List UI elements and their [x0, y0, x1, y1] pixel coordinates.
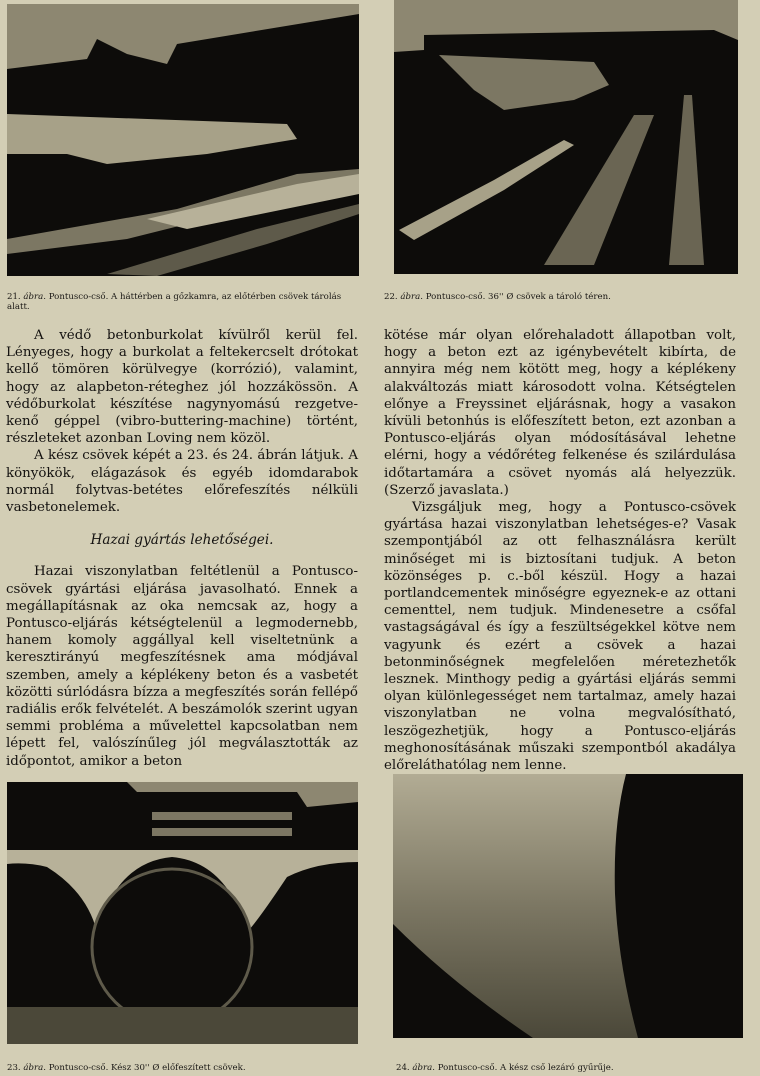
figure-abbr: ábra. — [23, 292, 46, 302]
figure-abbr: ábra. — [412, 1063, 435, 1073]
figure-23-photo — [7, 782, 358, 1044]
figure-24-caption — [396, 1063, 756, 1073]
figure-number: 21. — [7, 292, 21, 302]
paragraph: A kész csövek képét a 23. és 24. ábrán látjuk. A könyökök, elágazások és egyéb idomdarabok normál folytvas-betétes előrefeszítés nélküli vasbetonelemek. — [6, 448, 358, 516]
figure-abbr: ábra. — [23, 1063, 46, 1073]
figure-caption-text: Pontusco-cső. A kész cső lezáró gyűrűje. — [437, 1063, 614, 1073]
figure-number: 22. — [384, 292, 398, 302]
figure-abbr: ábra. — [400, 292, 423, 302]
figure-23-caption — [7, 1063, 367, 1073]
figure-number: 23. — [7, 1063, 21, 1073]
figure-24-photo — [393, 774, 743, 1038]
figure-21-caption — [7, 292, 362, 312]
figure-22-photo — [394, 0, 738, 274]
figure-caption-text: Pontusco-cső. A háttérben a gőzkamra, az előtérben csövek tárolás alatt. — [7, 292, 342, 312]
right-text-column — [384, 327, 736, 774]
left-text-column — [6, 327, 358, 770]
figure-number: 24. — [396, 1063, 410, 1073]
figure-caption-text: Pontusco-cső. Kész 30'' Ø előfeszített csövek. — [48, 1063, 246, 1073]
paragraph: Vizsgáljuk meg, hogy a Pontusco-csövek gyártása hazai viszonylatban lehetséges-e? Vasak szempontjából az ott felhasználásra került minőséget mi is biztosítani tudjuk. A beton közönséges p. c.-ből készül. Hogy a hazai portlandcementek minőségre egyeznek-e az ottani cementtel, nem tudjuk. Mindenesetre a csőfal vastagságával és így a feszültségekkel kötve nem vagyunk és ezért a csövek a hazai betonminőségnek megfelelően méretezhetők lesznek. Minthogy pedig a gyártási eljárás semmi olyan különlegességet nem tartalmaz, amely hazai viszonylatban ne volna megvalósítható, leszögezhetjük, hogy a Pontusco-eljárás meghonosításának műszaki szempontból akadálya előreláthatólag nem lenne. — [384, 500, 736, 774]
figure-caption-text: Pontusco-cső. 36'' Ø csövek a tároló téren. — [425, 292, 611, 302]
figure-21-photo — [7, 4, 359, 276]
paragraph: A védő betonburkolat kívülről kerül fel. Lényeges, hogy a burkolat a feltekercselt drótokat kellő tömören körülvegye (korrózió), valamint, hogy az alapbeton-réteghez jól hozzákössön. A védőburkolat készítése nagynyomású rezgetve-kenő géppel (vibro-buttering-machine) történt, részleteket azonban Loving nem közöl. — [6, 328, 358, 447]
figure-22-caption — [384, 292, 744, 302]
paragraph: Hazai viszonylatban feltétlenül a Pontusco-csövek gyártási eljárása javasolható. Ennek a megállapításnak az oka nemcsak az, hogy a Pontusco-eljárás kétségtelenül a legmodernebb, hanem komoly aggállyal kell viseltetnünk a keresztirányú megfeszítésnek ama módjával szemben, amely a képlékeny beton és a vasbetét közötti súrlódásra bízza a megfeszítés során fellépő radiális erők felvételét. A beszámolók szerint ugyan semmi probléma a művelettel kapcsolatban nem lépett fel, valószínűleg jól megválasztották az időpontot, amikor a beton — [6, 564, 358, 769]
paragraph: kötése már olyan előrehaladott állapotban volt, hogy a beton ezt az igénybevételt kibírta, de annyira még nem kötött meg, hogy a képlékeny alakváltozás miatt károsodott volna. Kétségtelen előnye a Freyssinet eljárásnak, hogy a vasakon kívüli betonhús is előfeszített beton, ezt azonban a Pontusco-eljárás olyan módosításával lehetne elérni, hogy a védőréteg felkenése és szilárdulása időtartamára a csövet nyomás alá helyezzük. (Szerző javaslata.) — [384, 328, 736, 498]
section-heading: Hazai gyártás lehetőségei. — [90, 532, 274, 549]
